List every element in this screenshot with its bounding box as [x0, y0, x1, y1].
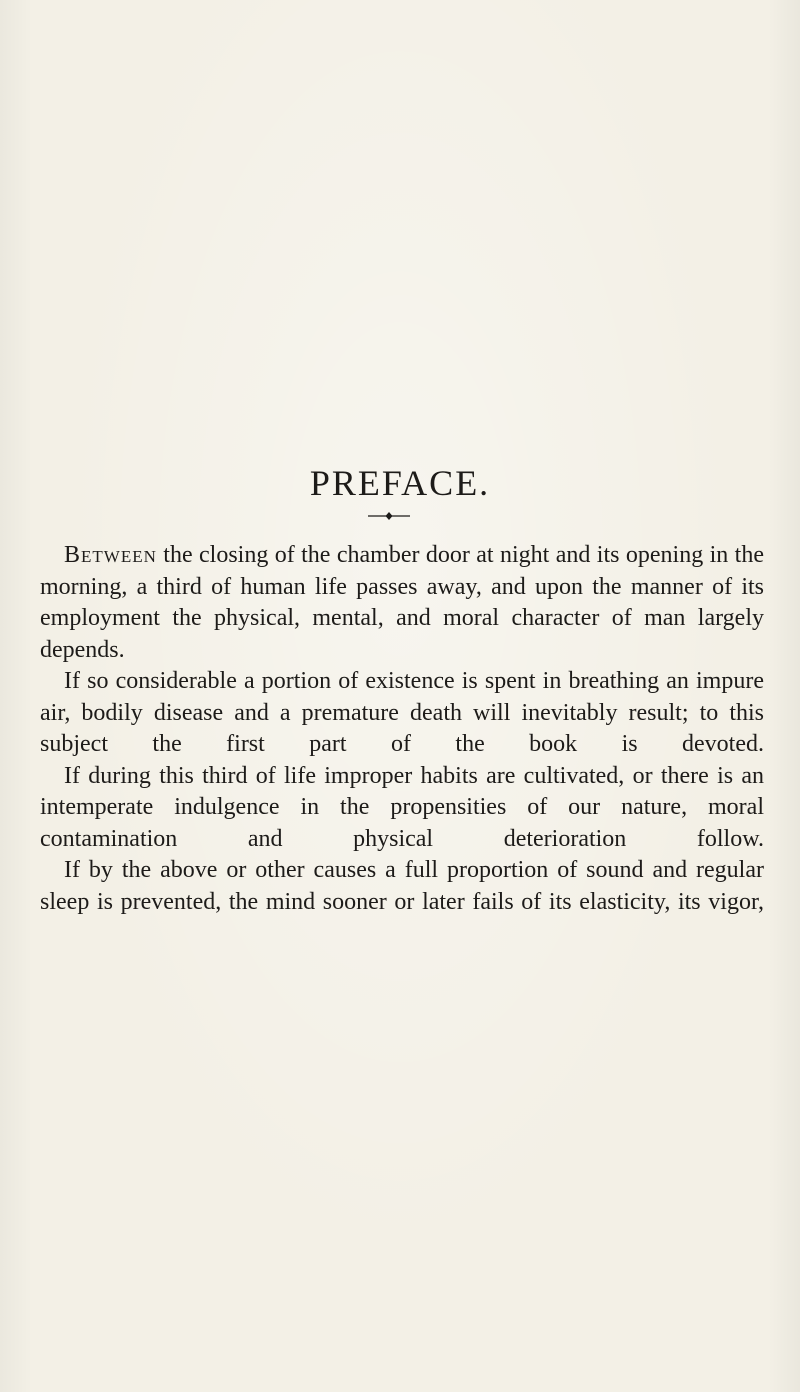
- paragraph-lead-word: Between: [64, 542, 157, 568]
- page-title: PREFACE.: [309, 463, 491, 504]
- preface-body: [40, 540, 764, 918]
- paragraph-text: If by the above or other causes a full proportion of sound and regular sleep is prevented, the mind sooner or later fails of its elasticity, its vigor,: [40, 857, 764, 915]
- paragraph-3: [40, 761, 764, 856]
- ornamental-divider-icon: [368, 511, 410, 521]
- paragraph-2: [40, 666, 764, 761]
- paragraph-text: If during this third of life improper habits are cultivated, or there is an intemperate indulgence in the propensities of our nature, moral contamination and physical deterioration follow.: [40, 762, 764, 852]
- paragraph-4: [40, 855, 764, 918]
- paragraph-text: If so considerable a portion of existence is spent in breathing an impure air, bodily disease and a premature death will inevitably result; to this subject the first part of the book is devoted.: [40, 668, 764, 757]
- paragraph-1: [40, 540, 764, 666]
- paragraph-text: the closing of the chamber door at night and its opening in the morning, a third of human life passes away, and upon the manner of its employment the physical, mental, and moral character of man largely depends.: [40, 542, 764, 663]
